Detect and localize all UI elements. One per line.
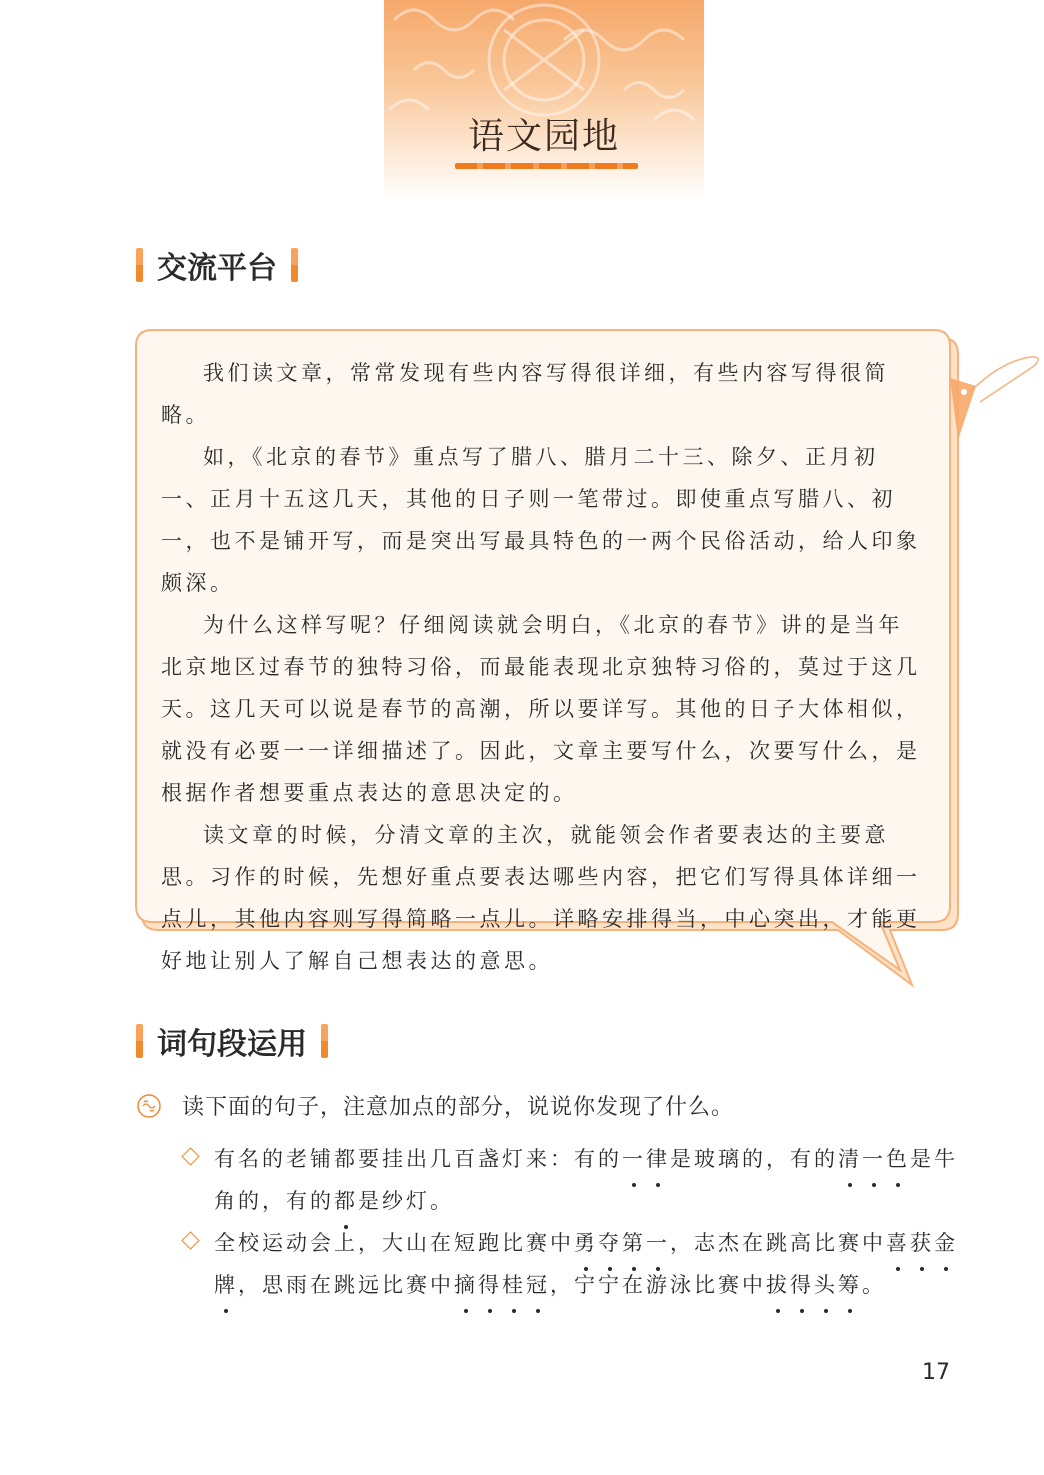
sentence-part: 全校运动会上，大山在短跑比赛中 [214, 1231, 574, 1255]
dotted-phrase [766, 1273, 862, 1297]
emphasis-char: 夺 [598, 1222, 622, 1264]
emphasis-char: 喜 [886, 1222, 910, 1264]
instruction-text: 读下面的句子，注意加点的部分，说说你发现了什么。 [182, 1095, 735, 1120]
emphasis-char: 一 [622, 1138, 646, 1180]
emphasis-char: 牌 [214, 1264, 238, 1306]
tag-icon [940, 342, 1044, 452]
emphasis-char: 一 [646, 1222, 670, 1264]
emphasis-char: 金 [934, 1222, 958, 1264]
section-bar-right [321, 1024, 328, 1058]
emphasis-char: 摘 [454, 1264, 478, 1306]
paragraph: 为什么这样写呢？仔细阅读就会明白，《北京的春节》讲的是当年北京地区过春节的独特习俗，而最能表现北京独特习俗的，莫过于这几天。这几天可以说是春节的高潮，所以要详写。其他的日子大体相似，就没有必要一一详细描述了。因此，文章主要写什么，次要写什么，是根据作者想要重点表达的意思决定的。 [161, 613, 921, 805]
section-header-usage [136, 1021, 328, 1061]
sentence-part: 。 [862, 1273, 886, 1297]
emphasis-char: 头 [814, 1264, 838, 1306]
sentence-part: 是纱灯。 [358, 1189, 454, 1213]
dotted-phrase [454, 1273, 550, 1297]
bubble-text [161, 352, 923, 982]
dotted-phrase [334, 1189, 358, 1213]
emphasis-char: 都 [334, 1180, 358, 1222]
exercise-instruction [136, 1090, 734, 1121]
sentence-part: ，宁宁在游泳比赛中 [550, 1273, 766, 1297]
emphasis-char: 得 [790, 1264, 814, 1306]
exercise-item-1 [184, 1138, 964, 1222]
sentence-part: ，思雨在跳远比赛中 [238, 1273, 454, 1297]
paragraph: 我们读文章，常常发现有些内容写得很详细，有些内容写得很简略。 [161, 361, 889, 427]
emphasis-char: 律 [646, 1138, 670, 1180]
dotted-phrase [838, 1147, 910, 1171]
exercise-item-2 [184, 1222, 964, 1306]
emphasis-char: 筹 [838, 1264, 862, 1306]
section-title: 词句段运用 [157, 1027, 307, 1062]
sentence-part: 是牛角的，有的 [214, 1147, 958, 1213]
paragraph: 读文章的时候，分清文章的主次，就能领会作者要表达的主要意思。习作的时候，先想好重点要表达哪些内容，把它们写得具体详细一点儿，其他内容则写得简略一点儿。详略安排得当，中心突出，才能更好地让别人了解自己想表达的意思。 [161, 823, 921, 973]
emphasis-char: 拔 [766, 1264, 790, 1306]
emphasis-char: 清 [838, 1138, 862, 1180]
sentence-part: 是玻璃的，有的 [670, 1147, 838, 1171]
sentence-part: ，志杰在跳高比赛中 [670, 1231, 886, 1255]
dotted-phrase [622, 1147, 670, 1171]
page-number: 17 [922, 1360, 950, 1385]
section-title: 交流平台 [157, 251, 277, 286]
paragraph: 如，《北京的春节》重点写了腊八、腊月二十三、除夕、正月初一、正月十五这几天，其他的日子则一笔带过。即使重点写腊八、初一，也不是铺开写，而是突出写最具特色的一两个民俗活动，给人印象颇深。 [161, 445, 921, 595]
emphasis-char: 第 [622, 1222, 646, 1264]
emphasis-char: 获 [910, 1222, 934, 1264]
emphasis-char: 一 [862, 1138, 886, 1180]
seal-icon [136, 1093, 162, 1119]
banner-title: 语文园地 [467, 116, 620, 157]
emphasis-char: 勇 [574, 1222, 598, 1264]
section-bar-left [136, 1024, 143, 1058]
sentence-part: 有名的老铺都要挂出几百盏灯来：有的 [214, 1147, 622, 1171]
emphasis-char: 桂 [502, 1264, 526, 1306]
emphasis-char: 得 [478, 1264, 502, 1306]
emphasis-char: 冠 [526, 1264, 550, 1306]
dotted-phrase [574, 1231, 670, 1255]
emphasis-char: 色 [886, 1138, 910, 1180]
